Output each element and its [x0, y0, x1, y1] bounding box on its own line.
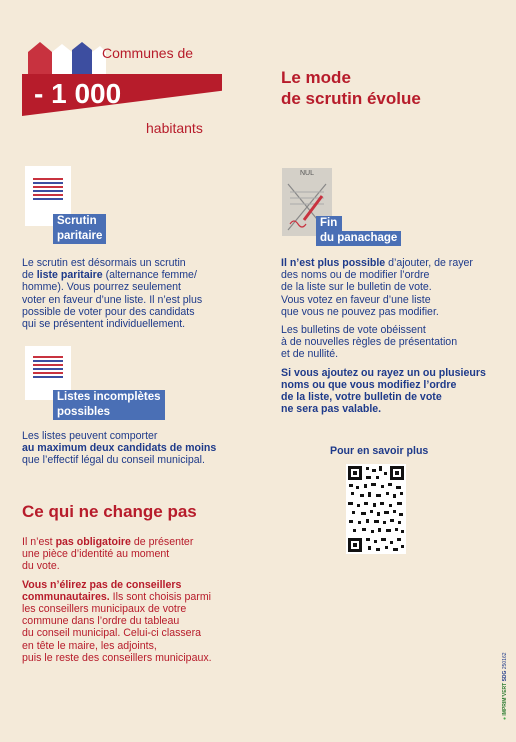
houses-icon — [26, 40, 106, 74]
page-title: Le mode de scrutin évolue — [281, 68, 421, 108]
panachage-text: Il n’est plus possible d’ajouter, de rayer des noms ou de modifier l’ordre de la liste sur le bulletin de vote. Vous votez en faveur d’une liste que vous ne pouvez pas modifier. Les bulletins de vote obéissent à de nouvelles règles de présentation et de nullité. Si vous ajoutez ou rayez un ou plusieurs noms ou que vous modifiez l’ordre de la liste, votre bulletin de vote ne sera pas valable. — [281, 257, 486, 416]
panachage-badge: Fin du panachage — [316, 216, 401, 246]
listes-text: Les listes peuvent comporter au maximum deux candidats de moins que l’effectif légal du conseil municipal. — [22, 430, 217, 467]
imprimvert-footer: ● IMPRIM’VERT SDG 250162 — [502, 652, 508, 720]
nul-label: NUL — [299, 170, 314, 177]
scrutin-text: Le scrutin est désormais un scrutin de liste paritaire (alternance femme/ homme). Vous pourrez seulement voter en faveur d’une liste. Il n’est plus possible de voter pour des candidats qui se présentent individuellement. — [22, 257, 203, 331]
ne-change-title: Ce qui ne change pas — [22, 502, 197, 521]
habitants-label: habitants — [146, 120, 203, 136]
header-logo — [22, 40, 227, 135]
savoir-title: Pour en savoir plus — [330, 445, 429, 457]
listes-badge: Listes incomplètes possibles — [53, 390, 165, 420]
ne-change-text: Il n’est pas obligatoire de présenter une pièce d’identité au moment du vote. Vous n’élirez pas de conseillers communautaires. Ils sont choisis parmi les conseillers municipaux de votre commune dans l’ordre du tableau du conseil municipal. Celui-ci classera en tête le maire, les adjoints, puis le reste des conseillers municipaux. — [22, 536, 212, 664]
qr-code[interactable] — [346, 464, 406, 554]
scrutin-badge: Scrutin paritaire — [53, 214, 106, 244]
leaf-icon: ● — [502, 716, 508, 720]
minus-1000-label: - 1 000 — [34, 78, 122, 109]
communes-de-label: Communes de — [102, 45, 194, 61]
